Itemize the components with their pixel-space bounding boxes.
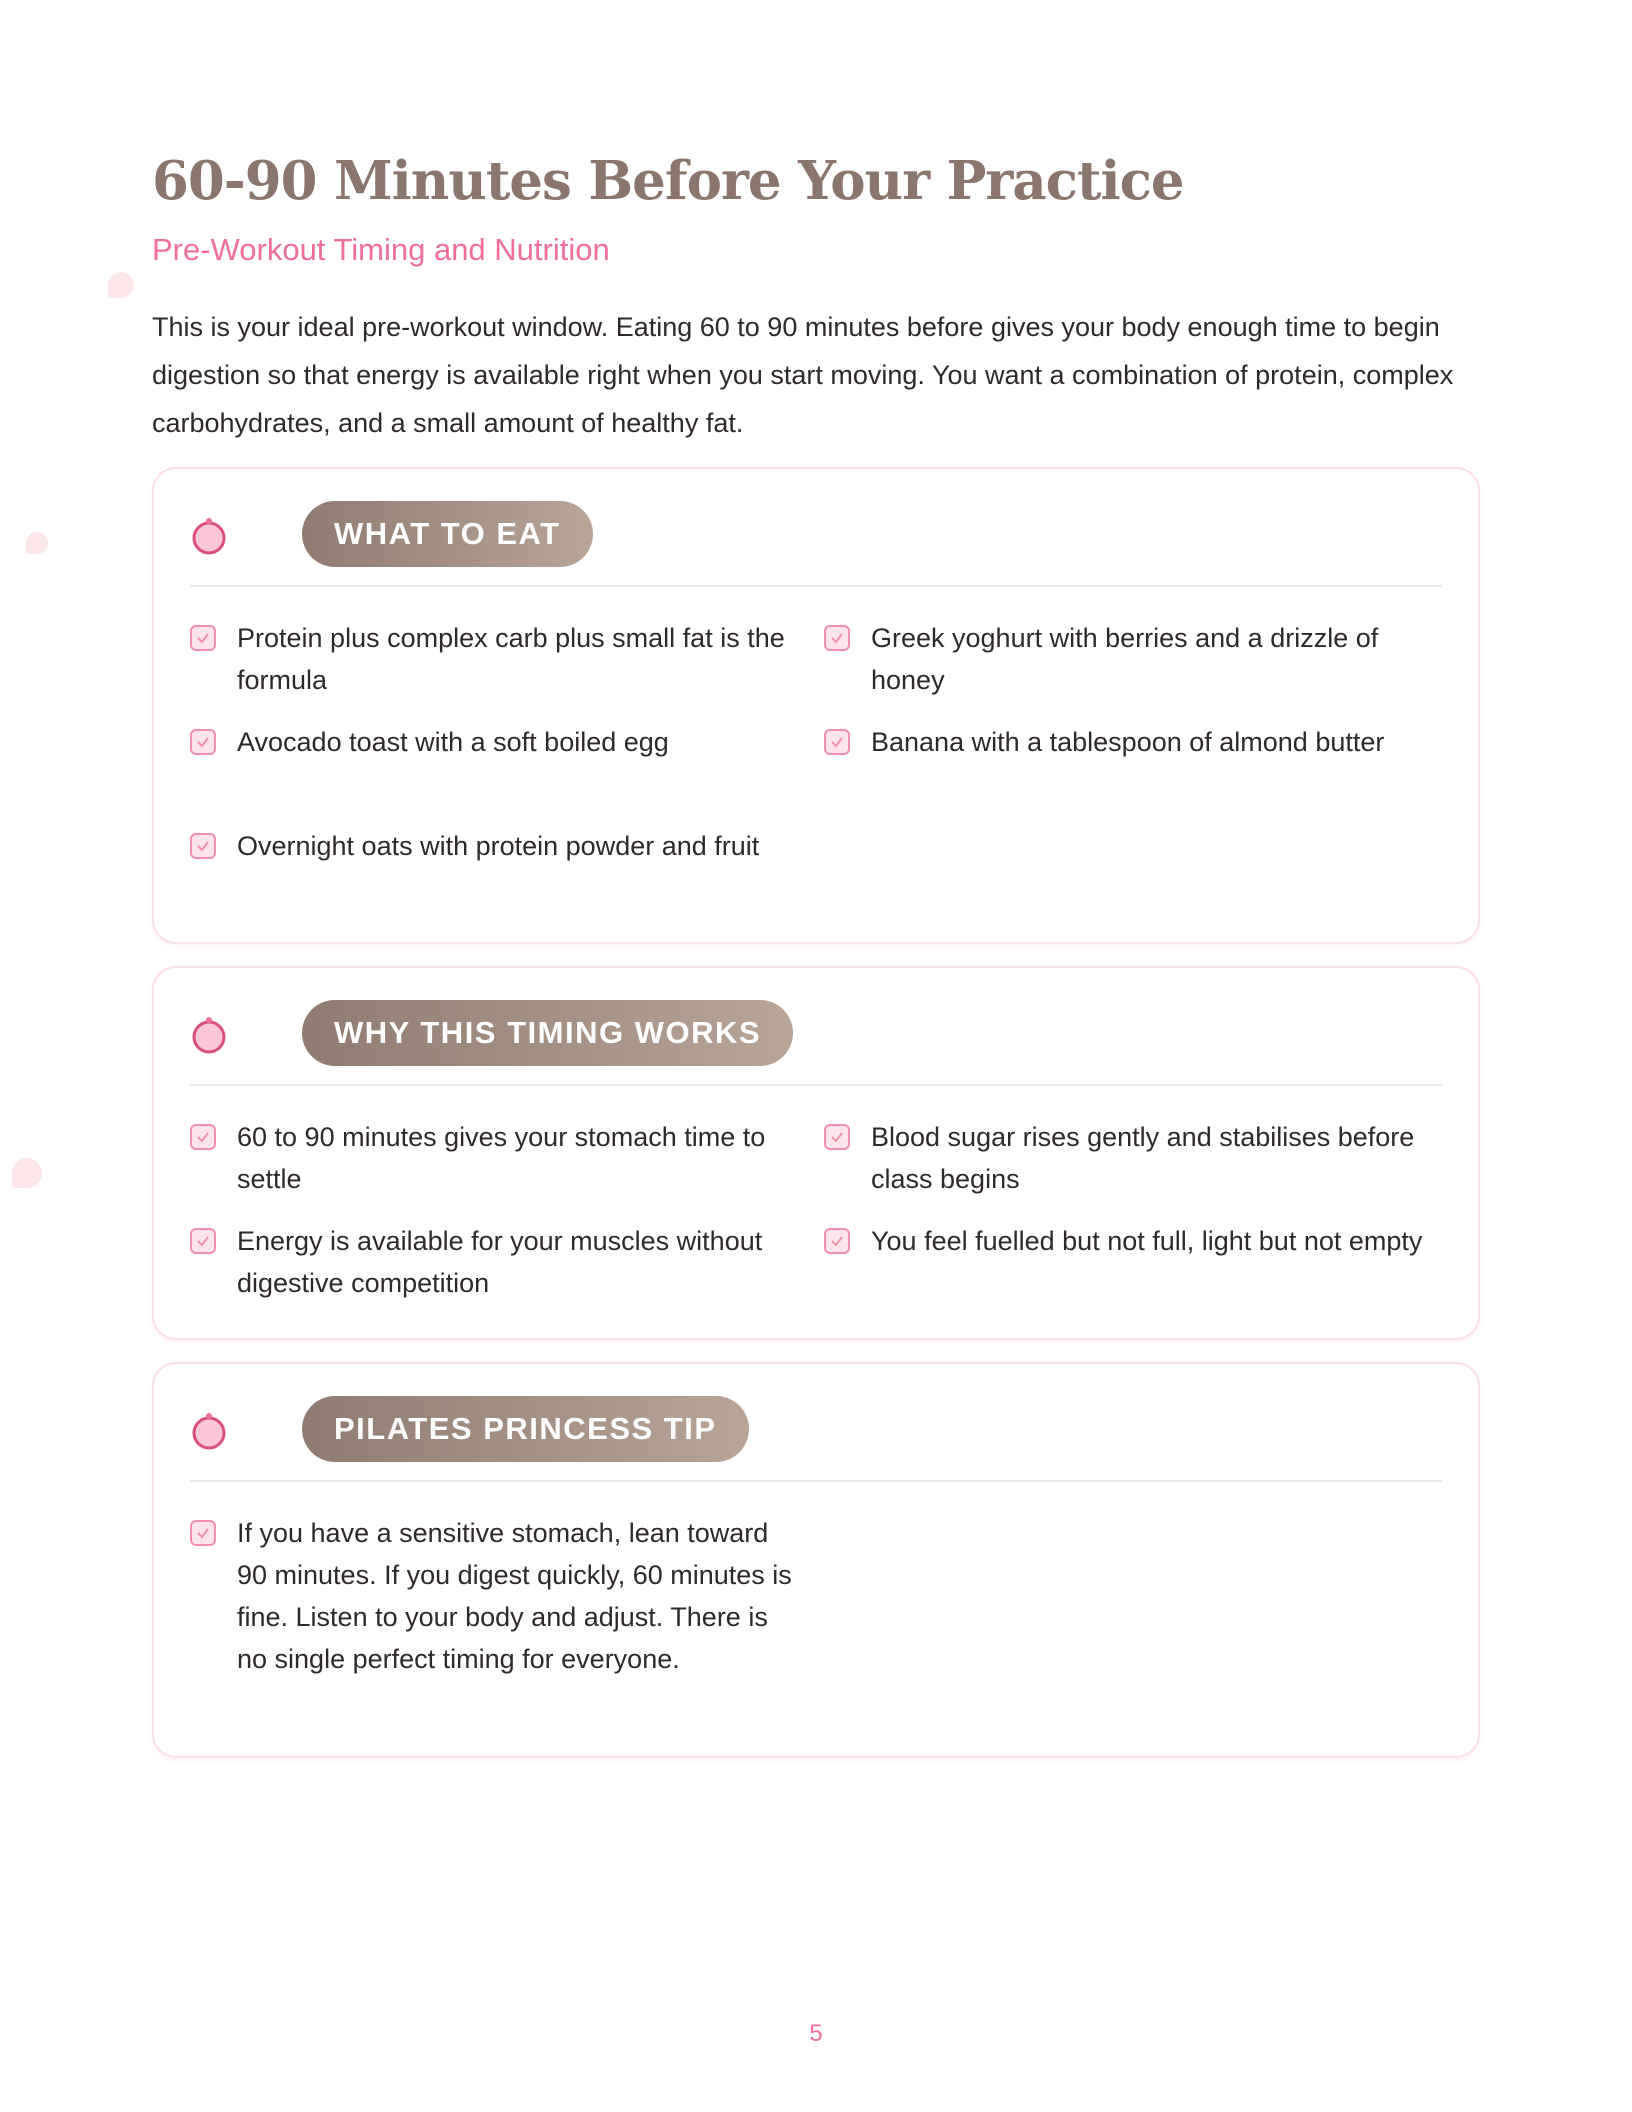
checkbox-icon (190, 1124, 216, 1150)
section-heading-pill: WHY THIS TIMING WORKS (302, 1000, 793, 1066)
what-to-eat-card (152, 467, 1480, 944)
page-subtitle: Pre-Workout Timing and Nutrition (152, 232, 610, 267)
list-item-text: Greek yoghurt with berries and a drizzle of honey (871, 623, 1379, 695)
why-timing-works-card (152, 966, 1480, 1340)
ornament-icon (190, 517, 228, 555)
list-item-text: Overnight oats with protein powder and fruit (237, 831, 760, 861)
page-title: 60-90 Minutes Before Your Practice (152, 150, 1184, 212)
petal-decoration (12, 1158, 42, 1188)
checkbox-icon (190, 729, 216, 755)
list-item-text: Avocado toast with a soft boiled egg (237, 727, 669, 757)
checkbox-icon (824, 1124, 850, 1150)
checkbox-icon (190, 1228, 216, 1254)
checkbox-icon (190, 833, 216, 859)
list-item-text: Energy is available for your muscles without digestive competition (237, 1226, 763, 1298)
divider (190, 1084, 1442, 1086)
checkbox-icon (824, 729, 850, 755)
divider (190, 1480, 1442, 1482)
ornament-icon (190, 1016, 228, 1054)
list-item-text: You feel fuelled but not full, light but not empty (871, 1226, 1423, 1256)
ornament-icon (190, 1412, 228, 1450)
list-item-text: If you have a sensitive stomach, lean toward 90 minutes. If you digest quickly, 60 minutes is fine. Listen to your body and adjust. There is no single perfect timing for everyone. (237, 1518, 792, 1674)
checkbox-icon (190, 625, 216, 651)
list-item-text: 60 to 90 minutes gives your stomach time to settle (237, 1122, 766, 1194)
divider (190, 585, 1442, 587)
list-item-text: Blood sugar rises gently and stabilises before class begins (871, 1122, 1415, 1194)
petal-decoration (108, 272, 134, 298)
pilates-princess-tip-card (152, 1362, 1480, 1758)
page-number: 5 (809, 2020, 823, 2047)
checkbox-icon (190, 1520, 216, 1546)
section-heading-pill: WHAT TO EAT (302, 501, 593, 567)
list-item-text: Protein plus complex carb plus small fat is the formula (237, 623, 785, 695)
list-item-text: Banana with a tablespoon of almond butter (871, 727, 1385, 757)
checkbox-icon (824, 625, 850, 651)
checkbox-icon (824, 1228, 850, 1254)
intro-paragraph: This is your ideal pre-workout window. Eating 60 to 90 minutes before gives your body enough time to begin digestion so that energy is available right when you start moving. You want a combination of protein, complex carbohydrates, and a small amount of healthy fat. (152, 312, 1454, 438)
section-heading-pill: PILATES PRINCESS TIP (302, 1396, 749, 1462)
petal-decoration (26, 532, 48, 554)
